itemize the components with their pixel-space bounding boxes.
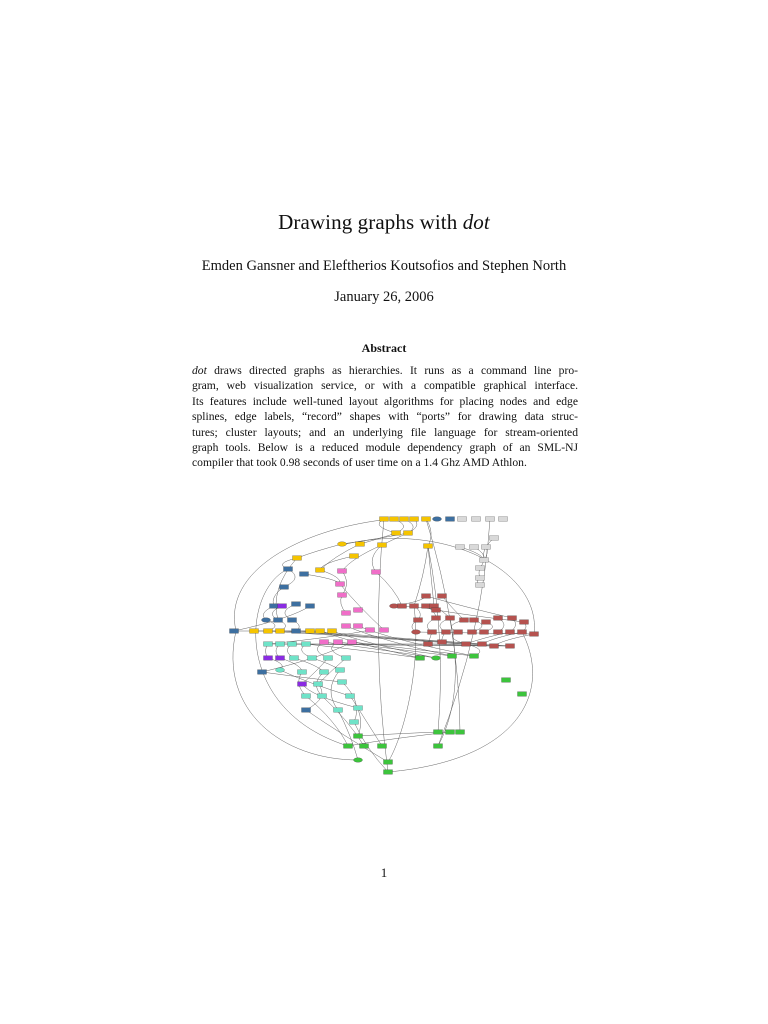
graph-node [506, 630, 515, 635]
graph-node [302, 694, 311, 699]
graph-node [476, 566, 485, 571]
graph-node [270, 604, 279, 609]
graph-node [276, 629, 285, 634]
graph-edge [340, 584, 384, 630]
graph-node [334, 640, 343, 645]
graph-node [412, 630, 421, 635]
module-dependency-graph-figure [222, 510, 552, 780]
graph-node [494, 616, 503, 621]
graph-node [392, 531, 401, 536]
graph-node [262, 618, 271, 623]
graph-node [432, 608, 441, 613]
graph-node [284, 567, 293, 572]
graph-edge [342, 545, 382, 571]
graph-node [342, 656, 351, 661]
graph-edge [273, 587, 284, 606]
abstract-line: gram, web visualization service, or with a compatible graphical interface. [192, 379, 578, 393]
graph-node [264, 656, 273, 661]
date: January 26, 2006 [334, 289, 434, 305]
graph-node [354, 734, 363, 739]
graph-node [276, 668, 285, 673]
page-number: 1 [380, 865, 388, 880]
graph-node [290, 656, 299, 661]
graph-node [520, 620, 529, 625]
abstract-line: dot draws directed graphs as hierarchies. It runs as a command line pro- [192, 364, 578, 377]
graph-node [499, 517, 508, 522]
graph-node [502, 678, 511, 683]
graph-node [490, 536, 499, 541]
graph-node [292, 602, 301, 607]
graph-node [530, 632, 539, 637]
graph-edge [341, 595, 346, 613]
graph-node [422, 604, 431, 609]
graph-node [424, 544, 433, 549]
graph-node [476, 576, 485, 581]
abstract-first-word: dot [192, 364, 207, 377]
graph-node [372, 570, 381, 575]
graph-node [288, 642, 297, 647]
graph-node [314, 682, 323, 687]
graph-node [342, 624, 351, 629]
graph-node [334, 708, 343, 713]
graph-node [410, 517, 419, 522]
graph-edge [284, 569, 295, 587]
graph-node [432, 616, 441, 621]
graph-node [448, 654, 457, 659]
graph-node [258, 670, 267, 675]
graph-node [482, 545, 491, 550]
graph-edge [304, 574, 340, 584]
authors: Emden Gansner and Eleftherios Koutsofios and Stephen North [201, 258, 567, 274]
graph-node [380, 517, 389, 522]
graph-edge [233, 631, 358, 760]
graph-node [264, 629, 273, 634]
graph-node [356, 542, 365, 547]
graph-edge [234, 606, 310, 631]
graph-node [456, 730, 465, 735]
graph-node [438, 594, 447, 599]
graph-node [350, 554, 359, 559]
graph-node [506, 644, 515, 649]
graph-node [302, 642, 311, 647]
graph-node [338, 593, 347, 598]
graph-node [354, 758, 363, 763]
graph-node [486, 517, 495, 522]
graph-node [518, 630, 527, 635]
title-text: Drawing graphs with [278, 210, 463, 234]
graph-edge [376, 572, 402, 606]
graph-node [390, 604, 399, 609]
graph-edge [297, 544, 342, 558]
graph-node [460, 618, 469, 623]
graph-node [482, 620, 491, 625]
graph-node [433, 517, 442, 522]
graph-node [404, 531, 413, 536]
graph-node [320, 670, 329, 675]
graph-node [446, 616, 455, 621]
graph-node [478, 642, 487, 647]
graph-node [250, 629, 259, 634]
graph-node [390, 517, 399, 522]
graph-node [480, 630, 489, 635]
graph-node [336, 668, 345, 673]
graph-node [328, 629, 337, 634]
graph-node [384, 760, 393, 765]
graph-node [298, 670, 307, 675]
graph-node [354, 706, 363, 711]
graph-node [470, 618, 479, 623]
graph-node [470, 654, 479, 659]
graph-node [338, 569, 347, 574]
graph-node [324, 656, 333, 661]
graph-node [350, 720, 359, 725]
graph-node [320, 640, 329, 645]
graph-node [442, 630, 451, 635]
graph-node [454, 630, 463, 635]
abstract-line: compiler that took 0.98 seconds of user time on a 1.4 Ghz AMD Athlon. [192, 456, 527, 470]
graph-node [400, 517, 409, 522]
graph-edge [358, 708, 382, 746]
graph-node [438, 640, 447, 645]
graph-node [306, 604, 315, 609]
graph-edge [388, 632, 533, 772]
graph-node [432, 656, 441, 661]
graph-node [316, 629, 325, 634]
graph-node [378, 744, 387, 749]
graph-node [306, 629, 315, 634]
graph-node [398, 604, 407, 609]
graph-node [476, 583, 485, 588]
graph-edge [388, 606, 416, 762]
graph-node [344, 744, 353, 749]
graph-node [336, 582, 345, 587]
graph-node [342, 611, 351, 616]
graph-edge [320, 556, 354, 570]
graph-edge [426, 519, 460, 732]
abstract-body [192, 363, 578, 471]
graph-node [422, 517, 431, 522]
graph-node [276, 642, 285, 647]
graph-edge [331, 670, 340, 710]
graph-node [446, 730, 455, 735]
paper-title [0, 210, 768, 235]
graph-node [518, 692, 527, 697]
abstract-line: Its features include well-tuned layout algorithms for placing nodes and edge [192, 394, 578, 408]
graph-node [278, 604, 287, 609]
graph-node [274, 618, 283, 623]
graph-node [422, 594, 431, 599]
graph-node [360, 744, 369, 749]
graph-node [264, 642, 273, 647]
graph-node [298, 682, 307, 687]
graph-node [300, 572, 309, 577]
graph-node [414, 618, 423, 623]
graph-node [302, 708, 311, 713]
graph-node [410, 604, 419, 609]
graph-node [494, 630, 503, 635]
graph-node [468, 630, 477, 635]
graph-node [378, 543, 387, 548]
graph-node [338, 680, 347, 685]
graph-node [384, 770, 393, 775]
graph-node [293, 556, 302, 561]
graph-node [316, 568, 325, 573]
graph-node [276, 656, 285, 661]
abstract-line: tures; cluster layouts; and an underlying file language for stream-oriented [192, 425, 578, 439]
graph-node [472, 517, 481, 522]
graph-node [462, 642, 471, 647]
graph-node [354, 624, 363, 629]
graph-node [434, 730, 443, 735]
graph-node [354, 608, 363, 613]
graph-node [380, 628, 389, 633]
graph-node [458, 517, 467, 522]
graph-node [318, 694, 327, 699]
graph-node [348, 640, 357, 645]
graph-node [416, 656, 425, 661]
graph-node [456, 545, 465, 550]
graph-node [424, 642, 433, 647]
graph-node [230, 629, 239, 634]
graph-node [434, 744, 443, 749]
graph-node [280, 585, 289, 590]
graph-node [346, 694, 355, 699]
abstract-line: splines, edge labels, “record” shapes with “ports” for drawing data struc- [192, 410, 578, 424]
graph-node [480, 558, 489, 563]
graph-node [338, 542, 347, 547]
abstract-heading: Abstract [361, 341, 407, 355]
graph-node [508, 616, 517, 621]
graph-edge [358, 732, 438, 736]
graph-node [470, 545, 479, 550]
graph-node [308, 656, 317, 661]
graph-node [428, 630, 437, 635]
graph-node [292, 629, 301, 634]
abstract-line: graph tools. Below is a reduced module dependency graph of an SML-NJ [192, 441, 578, 455]
title-emphasis: dot [462, 210, 490, 234]
graph-node [366, 628, 375, 633]
graph-edge [426, 596, 512, 618]
graph-edge [426, 519, 431, 546]
graph-node [446, 517, 455, 522]
graph-node [288, 618, 297, 623]
graph-node [490, 644, 499, 649]
